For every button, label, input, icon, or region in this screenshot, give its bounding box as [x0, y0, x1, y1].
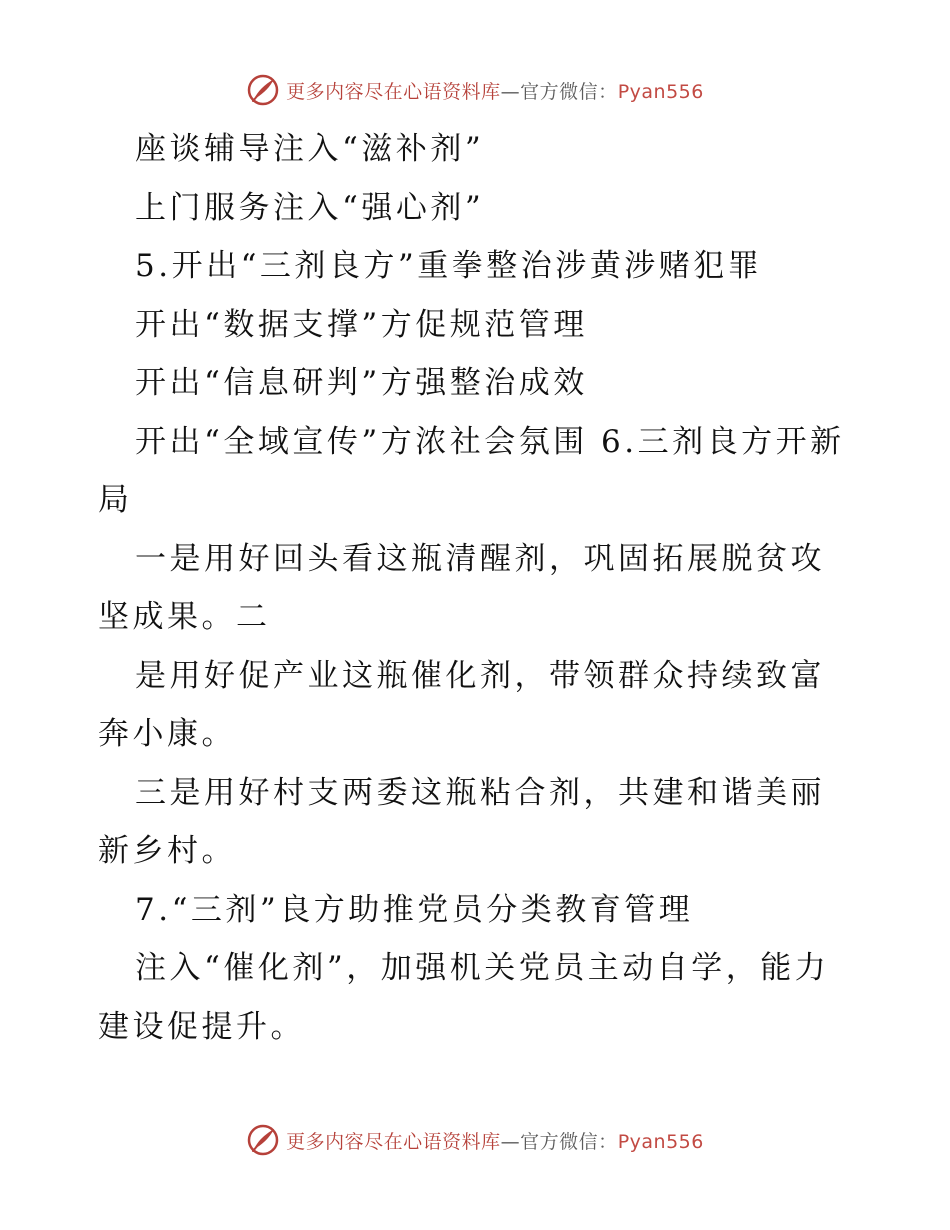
site-name: 更多内容尽在心语资料库 — [286, 1130, 501, 1153]
wechat-label: 官方微信： — [520, 1130, 618, 1153]
paragraph: 上门服务注入“强心剂” — [135, 189, 485, 226]
banner-dash: — — [500, 1130, 521, 1153]
paragraph: 注入“催化剂”，加强机关党员主动自学，能力建设促提升。 — [98, 950, 830, 1045]
paragraph: 座谈辅导注入“滋补剂” — [135, 131, 485, 167]
document-body — [98, 120, 858, 1056]
paragraph: 开出“信息研判”方强整治成效 — [135, 365, 588, 401]
header-banner — [0, 70, 950, 110]
wechat-label: 官方微信： — [520, 80, 618, 103]
paragraph: 5.开出“三剂良方”重拳整治涉黄涉赌犯罪 — [135, 248, 763, 284]
paragraph: 三是用好村支两委这瓶粘合剂，共建和谐美丽新乡村。 — [98, 774, 825, 869]
banner-dash: — — [500, 80, 521, 103]
quill-pen-icon — [246, 1123, 280, 1157]
banner-text — [286, 1127, 704, 1154]
footer-banner — [0, 1120, 950, 1160]
quill-pen-icon — [246, 73, 280, 107]
paragraph: 一是用好回头看这瓶清醒剂，巩固拓展脱贫攻坚成果。二 — [98, 540, 825, 635]
banner-text — [286, 77, 704, 104]
site-name: 更多内容尽在心语资料库 — [286, 80, 501, 103]
paragraph: 是用好促产业这瓶催化剂，带领群众持续致富奔小康。 — [98, 657, 825, 752]
paragraph: 开出“全域宣传”方浓社会氛围 6.三剂良方开新局 — [98, 423, 845, 518]
wechat-account: Pyan556 — [617, 1130, 704, 1153]
wechat-account: Pyan556 — [617, 80, 704, 103]
paragraph: 7.“三剂”良方助推党员分类教育管理 — [135, 891, 694, 928]
paragraph: 开出“数据支撑”方促规范管理 — [135, 306, 588, 343]
